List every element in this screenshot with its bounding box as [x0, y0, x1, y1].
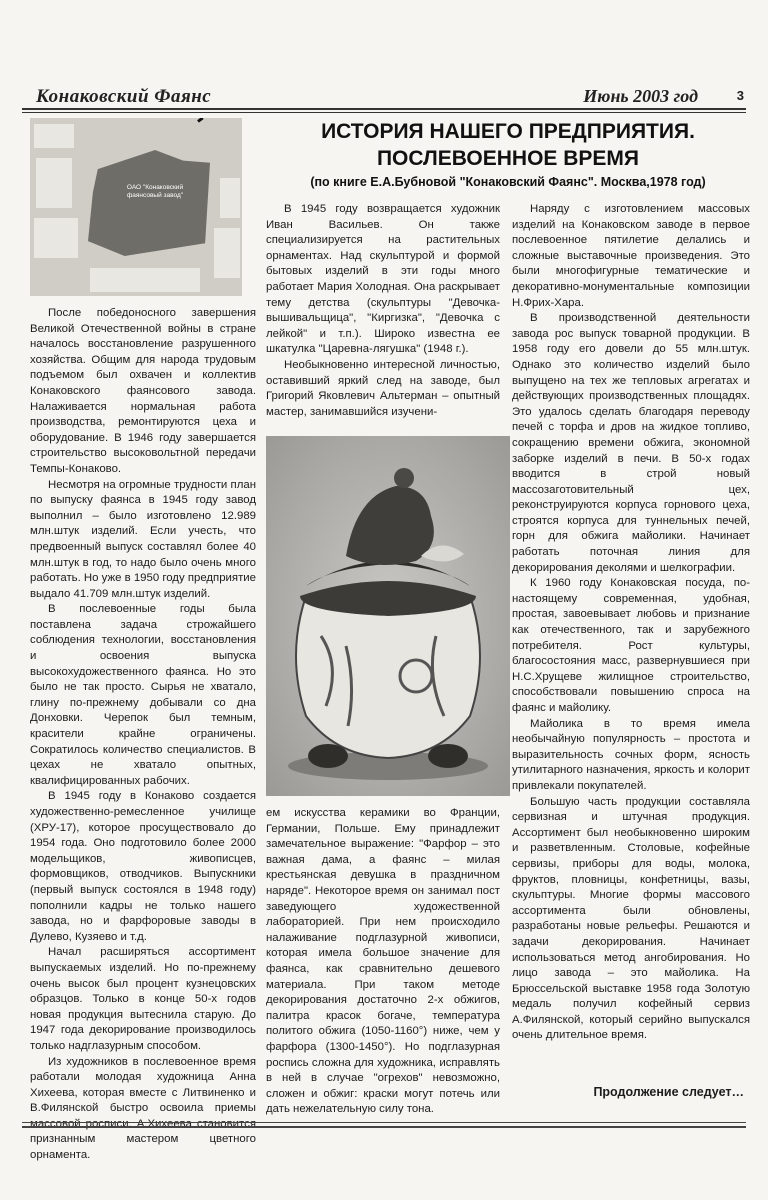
column-2-top: [266, 202, 500, 420]
frog-casket-photo: [266, 436, 510, 796]
frog-figure: [346, 486, 434, 565]
casket-foot: [308, 744, 348, 768]
frog-crown: [394, 468, 414, 488]
issue-date: Июнь 2003 год: [583, 86, 698, 106]
map-block: [220, 178, 240, 218]
map-block: [90, 268, 200, 292]
column-1: [30, 306, 256, 1164]
paragraph: Несмотря на огромные трудности план по выпуску фаянса в 1945 году завод выполнил – было изготовлено 12.989 млн.штук изделий. Если учесть, что предвоенный выпуск составлял более 40 млн.штук в год, то надо было очень много работать. Но уже в 1950 году предприятие выдало 41.709 млн.штук изделий.: [30, 478, 256, 600]
paragraph: Наряду с изготовлением массовых изделий на Конаковском заводе в первое послевоенное пятилетие делались и сложные выставочные произведения. Это были многофигурные тематические и декоративно-монументальные композиции Н.Фрих-Хара.: [512, 203, 750, 309]
casket-body: [296, 596, 480, 758]
paragraph: После победоносного завершения Великой Отечественной войны в стране началось восстановление разрушенного хозяйства. Общим для народа трудовым подъемом был охвачен и коллектив Конаковского фаянсового завода. Налаживается нормальная работа производства, ремонтируются цеха и оборудование. В 1946 году завершается строительство высоковольтной передачи Темпы-Конаково.: [30, 307, 256, 475]
continued-note: Продолжение следует…: [593, 1085, 744, 1099]
paragraph: Необыкновенно интересной личностью, оставивший яркий след на заводе, был Григорий Яковлевич Альтерман – опытный мастер, занимавшийся изучени-: [266, 358, 500, 418]
paragraph: Большую часть продукции составляла сервизная и штучная продукция. Ассортимент был необыкновенно широким и разветвленным. Столовые, кофейные сервизы, приборы для воды, молока, фруктов, пловницы, конфетницы, вазы, скульптуры. Многие формы массового ассортимента были обновлены, разработаны новые рельефы. Решаются и задачи декорирования. Начинает использоваться метод ангобирования. Но лицо завода – это майолика. На Брюссельской выставке 1958 года Золотую медаль получил кофейный сервиз А.Филянской, который серийно выпускался очень длительное время.: [512, 795, 750, 1042]
article-title: [258, 118, 758, 172]
footer-rule: [22, 1122, 746, 1123]
title-line-1: ИСТОРИЯ НАШЕГО ПРЕДПРИЯТИЯ.: [321, 120, 695, 143]
map-block: [36, 158, 72, 208]
paragraph: В послевоенные годы была поставлена задача строжайшего соблюдения технологии, восстановления и освоения выпуска высокохудожественного фаянса. Но это было не так просто. Сырья не хватало, глину по-прежнему добывали со дна Донховки. Черепок был темным, красители крайне ограничены. Сократилось количество специалистов. В цехах не хватало опытных, квалифицированных рабочих.: [30, 603, 256, 787]
casket-foot: [428, 744, 468, 768]
factory-label: ОАО "Конаковский фаянсовый завод": [126, 184, 184, 199]
factory-territory: [88, 150, 210, 256]
title-line-2: ПОСЛЕВОЕННОЕ ВРЕМЯ: [376, 147, 640, 170]
paragraph: В 1945 году в Конаково создается художественно-ремесленное училище (ХРУ-17), которое просуществовало до 1954 года. Оно подготовило более 2000 модельщиков, живописцев, формовщиков, отводчиков. Выпускники (первый выпуск состоялся в 1948 году) пополнили кадры не только нашего завода, но и фарфоровые заводы в Дулево, Кузяево и т.д.: [30, 790, 256, 943]
pointer-arrow-icon: [197, 118, 242, 123]
column-2-bottom: [266, 806, 500, 1118]
paragraph: ем искусства керамики во Франции, Германии, Польше. Ему принадлежит замечательное выражение: "Фарфор – это важная дама, а фаянс – милая крестьянская девушка в праздничном наряде". Некоторое время он занимал пост заведующего художественной лабораторией. При нем происходило налаживание подглазурной живописи, которая имела большое значение для фаянса, как сравнительно дешевого материала. При таком методе декорирования достаточно 2-х обжигов, палитра красок богаче, температура политого обжига (1050-1160°) ниже, чем у фарфора (1300-1450°). Но подглазурная роспись сложна для художника, исправлять в ней в случае "огрехов" невозможно, сложен и обжиг: краски могут потечь или дать нежелательную силу тона.: [266, 807, 500, 1116]
paragraph: Майолика в то время имела необычайную популярность – простота и выразительность сочных форм, ясность утилитарного назначения, яркость и колорит привлекали покупателей.: [512, 717, 750, 792]
factory-location-map: [30, 118, 242, 296]
paragraph: В производственной деятельности завода рос выпуск товарной продукции. В 1958 году его довели до 55 млн.штук. Однако это количество изделий было выпущено на тех же тепловых агрегатах и действующих производственных площадях. Это удалось сделать благодаря переводу печей с торфа и дров на жидкое топливо, сокращению времени обжига, экономной заборке изделий в печи. В 50-х годах вводится в строй новый массозаготовительный цех, реконструируются корпуса горнового цеха, строятся корпуса для туннельных печей, горн для обжига майолики. Начинает работать поточная линия для декорирования деколями и шелкографии.: [512, 312, 750, 574]
casket-illustration: [266, 436, 510, 796]
paragraph: В 1945 году возвращается художник Иван Васильев. Он также специализируется на растительных орнаментах. Над скульптурой и формой бытовых изделий в эти годы много работает Мария Холодная. Она раскрывает тему детства (скульптуры "Девочка-вышивальщица", "Киргизка", "Девочка с лейкой" и т.п.). Широко известна ее шкатулка "Царевна-лягушка" (1948 г.).: [266, 203, 500, 356]
page-number: 3: [736, 88, 744, 103]
publication-name: Конаковский Фаянс: [36, 86, 212, 107]
map-block: [34, 124, 74, 148]
article-subtitle: (по книге Е.А.Бубновой "Конаковский Фаянс". Москва,1978 год): [310, 175, 706, 189]
paragraph: Начал расширяться ассортимент выпускаемых изделий. Но по-прежнему очень высок был процент кузнецовских образцов. Только в конце 50-х годов новая продукция вытеснила старую. До 1947 года декорирование производилось только надглазурным способом.: [30, 946, 256, 1052]
map-block: [34, 218, 78, 258]
column-3: [512, 202, 750, 1044]
masthead: [22, 86, 744, 108]
paragraph: Из художников в послевоенное время работали молодая художница Анна Хихеева, которая вместе с Литвиненко и В.Филянской быстро освоила приемы массовой росписи. А.Хихеева становится признанным мастером цветного орнамента.: [30, 1055, 256, 1162]
footer-rule-thick: [22, 1126, 746, 1128]
header-rule-thin: [22, 112, 746, 113]
map-block: [214, 228, 240, 278]
paragraph: К 1960 году Конаковская посуда, по-настоящему современная, удобная, простая, завоевывает любовь и признание как отечественного, так и зарубежного потребителя. Рост культуры, благосостояния масс, развернувшиеся при Н.С.Хрущеве жилищное строительство, способствовали повышению спроса на фаянс и майолику.: [512, 577, 750, 714]
header-rule: [22, 108, 746, 110]
